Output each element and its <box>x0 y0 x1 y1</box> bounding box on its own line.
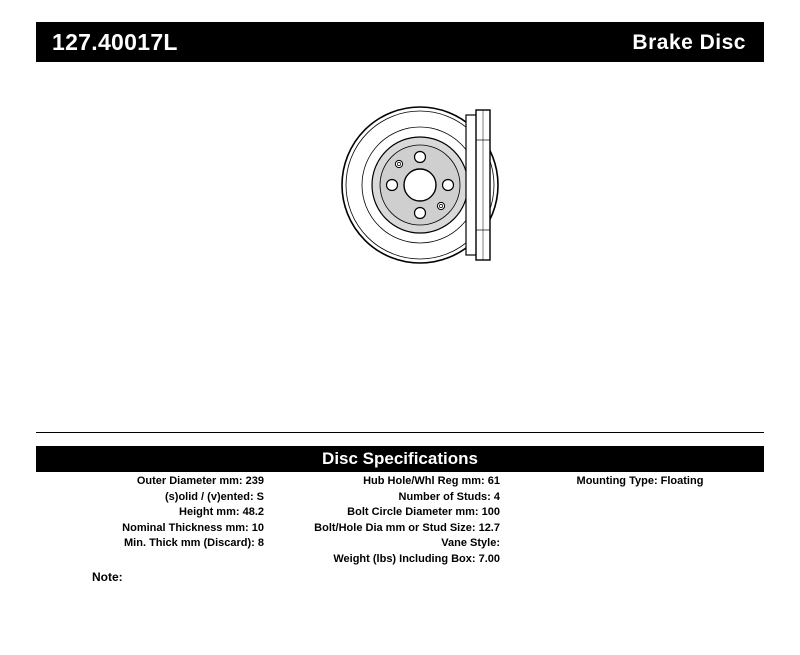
rotor-side-view-svg <box>460 100 510 270</box>
spec-item: Height mm: 48.2 <box>179 506 264 518</box>
spec-item: (s)olid / (v)ented: S <box>165 490 264 503</box>
spec-item: Outer Diameter mm: 239 <box>136 475 264 487</box>
spec-item: Bolt Circle Diameter mm: 100 <box>347 506 500 518</box>
spec-item: Nominal Thickness mm: 10 <box>122 521 264 534</box>
note-label: Note: <box>92 570 123 584</box>
spec-column-left <box>36 474 264 552</box>
spec-title-bar <box>36 446 764 472</box>
spec-columns <box>36 474 764 584</box>
spec-item: Hub Hole/Whl Reg mm: 61 <box>363 475 500 487</box>
spec-column-right <box>516 474 764 490</box>
spec-item: Min. Thick mm (Discard): 8 <box>124 537 264 549</box>
part-number: 127.40017L <box>52 29 178 55</box>
spec-item: Mounting Type: Floating <box>576 475 704 487</box>
spec-column-middle <box>272 474 500 567</box>
section-divider <box>36 432 764 433</box>
header-bar <box>36 22 764 62</box>
product-type: Brake Disc <box>632 31 746 54</box>
spec-title: Disc Specifications <box>322 449 478 468</box>
rotor-side-view <box>460 100 510 270</box>
spec-item: Bolt/Hole Dia mm or Stud Size: 12.7 <box>314 521 500 534</box>
spec-item: Number of Studs: 4 <box>398 490 500 503</box>
spec-item: Vane Style: <box>441 537 500 549</box>
spec-item: Weight (lbs) Including Box: 7.00 <box>333 552 500 565</box>
